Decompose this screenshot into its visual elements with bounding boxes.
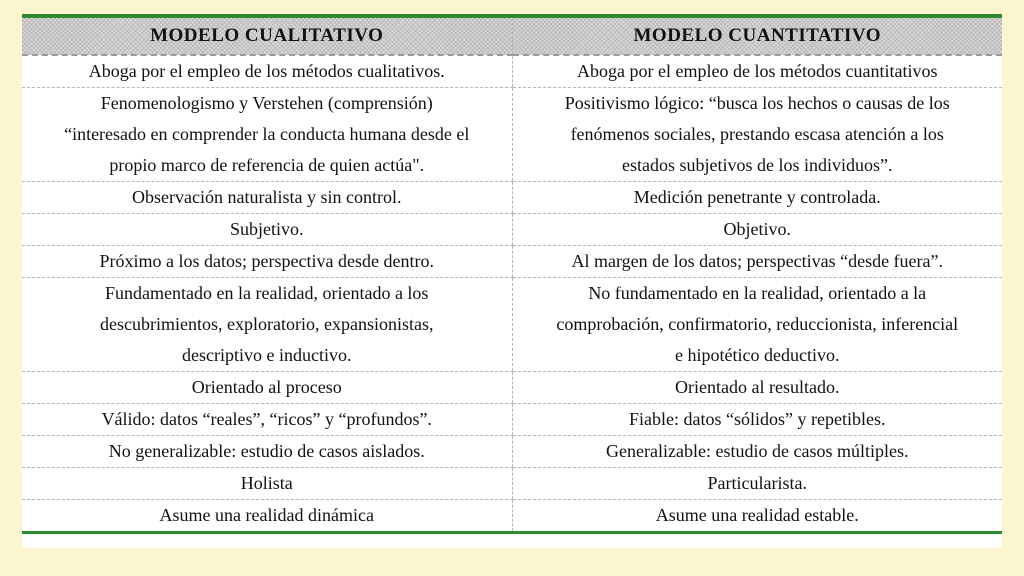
header-cualitativo: MODELO CUALITATIVO <box>22 16 512 55</box>
table-row <box>22 468 1002 500</box>
cell-cualitativo: Próximo a los datos; perspectiva desde dentro. <box>22 246 512 278</box>
table-row <box>22 182 1002 214</box>
cell-cuantitativo: Asume una realidad estable. <box>512 500 1002 532</box>
cell-cualitativo: Orientado al proceso <box>22 372 512 404</box>
cell-cualitativo: Fenomenologismo y Verstehen (comprensión) “interesado en comprender la conducta humana desde el propio marco de referencia de quien actúa". <box>22 88 512 182</box>
cell-cuantitativo: Objetivo. <box>512 214 1002 246</box>
table-header-row <box>22 16 1002 55</box>
cell-cuantitativo: Positivismo lógico: “busca los hechos o causas de los fenómenos sociales, prestando escasa atención a los estados subjetivos de los individuos”. <box>512 88 1002 182</box>
cell-cualitativo: Fundamentado en la realidad, orientado a los descubrimientos, exploratorio, expansionistas, descriptivo e inductivo. <box>22 278 512 372</box>
cell-cualitativo: Aboga por el empleo de los métodos cualitativos. <box>22 55 512 88</box>
cell-cualitativo: Válido: datos “reales”, “ricos” y “profundos”. <box>22 404 512 436</box>
header-cuantitativo: MODELO CUANTITATIVO <box>512 16 1002 55</box>
cell-cualitativo: No generalizable: estudio de casos aislados. <box>22 436 512 468</box>
cell-cualitativo: Observación naturalista y sin control. <box>22 182 512 214</box>
cell-cuantitativo: Al margen de los datos; perspectivas “desde fuera”. <box>512 246 1002 278</box>
table-row <box>22 500 1002 532</box>
cell-cuantitativo: Generalizable: estudio de casos múltiples. <box>512 436 1002 468</box>
table-row <box>22 372 1002 404</box>
table-row <box>22 214 1002 246</box>
cell-cuantitativo: Medición penetrante y controlada. <box>512 182 1002 214</box>
table-row <box>22 404 1002 436</box>
table-row <box>22 436 1002 468</box>
cell-cualitativo: Subjetivo. <box>22 214 512 246</box>
cell-cuantitativo: No fundamentado en la realidad, orientado a la comprobación, confirmatorio, reduccionista, inferencial e hipotético deductivo. <box>512 278 1002 372</box>
table-row <box>22 246 1002 278</box>
table-row <box>22 278 1002 372</box>
table-row <box>22 55 1002 88</box>
cell-cualitativo: Asume una realidad dinámica <box>159 505 374 525</box>
cell-cuantitativo: Fiable: datos “sólidos” y repetibles. <box>512 404 1002 436</box>
table-frame <box>22 14 1002 548</box>
cell-cuantitativo: Particularista. <box>512 468 1002 500</box>
cell-cualitativo: Holista <box>22 468 512 500</box>
cell-cuantitativo: Orientado al resultado. <box>512 372 1002 404</box>
comparison-table <box>22 14 1002 531</box>
table-row <box>22 88 1002 182</box>
cell-cuantitativo: Aboga por el empleo de los métodos cuantitativos <box>512 55 1002 88</box>
comparison-table-wrapper <box>22 14 1002 534</box>
